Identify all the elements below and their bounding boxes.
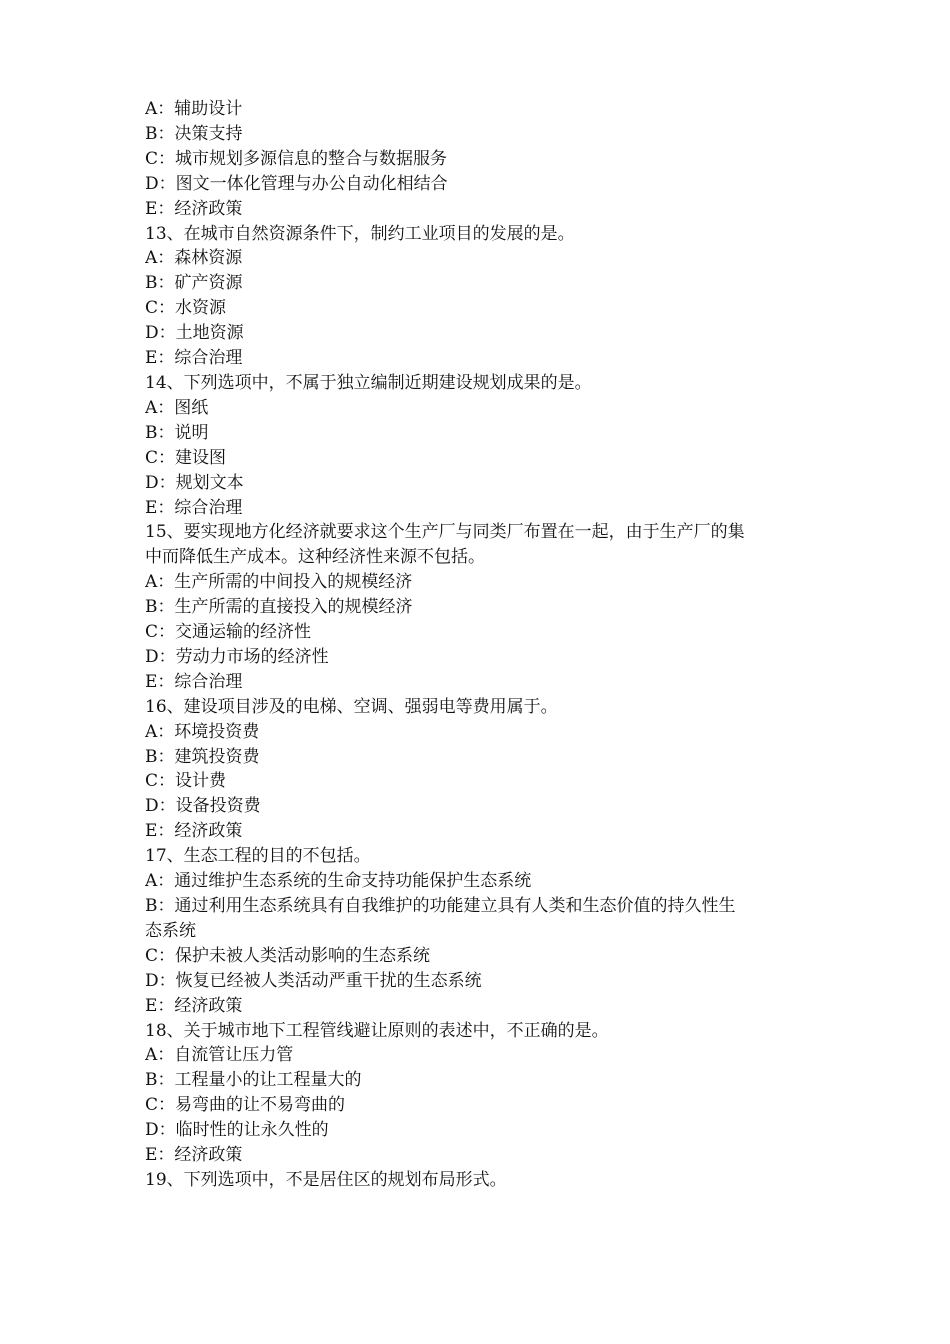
answer-option: E：综合治理 [145, 497, 243, 518]
answer-option: A：森林资源 [145, 248, 243, 269]
answer-option: C：城市规划多源信息的整合与数据服务 [145, 148, 448, 169]
answer-option: E：综合治理 [145, 671, 243, 692]
answer-option: E：综合治理 [145, 348, 243, 369]
answer-option: D：劳动力市场的经济性 [145, 646, 329, 667]
answer-option: C：易弯曲的让不易弯曲的 [145, 1095, 346, 1116]
answer-option: B：建筑投资费 [145, 746, 260, 767]
answer-option: A：环境投资费 [145, 721, 260, 742]
answer-option: A：辅助设计 [145, 99, 243, 119]
answer-option: D：恢复已经被人类活动严重干扰的生态系统 [145, 970, 482, 991]
answer-option: B：生产所需的直接投入的规模经济 [145, 597, 413, 618]
question-text: 13、在城市自然资源条件下，制约工业项目的发展的是。 [145, 223, 575, 244]
answer-option: C：设计费 [145, 771, 227, 792]
answer-option: D：图文一体化管理与办公自动化相结合 [145, 173, 448, 194]
answer-option: A：图纸 [145, 397, 209, 418]
answer-option: C：建设图 [145, 447, 227, 468]
answer-option: D：土地资源 [145, 323, 244, 344]
question-text: 15、要实现地方化经济就要求这个生产厂与同类厂布置在一起，由于生产厂的集 [145, 522, 745, 543]
answer-option: B：工程量小的让工程量大的 [145, 1070, 362, 1091]
answer-option: B：说明 [145, 422, 209, 443]
answer-option: A：通过维护生态系统的生命支持功能保护生态系统 [145, 871, 532, 892]
question-text: 17、生态工程的目的不包括。 [145, 846, 371, 867]
answer-option: E：经济政策 [145, 198, 243, 219]
question-text: 16、建设项目涉及的电梯、空调、强弱电等费用属于。 [145, 696, 558, 717]
answer-option: B：决策支持 [145, 123, 243, 144]
answer-option: D：设备投资费 [145, 796, 261, 817]
question-text: 14、下列选项中，不属于独立编制近期建设规划成果的是。 [145, 372, 592, 393]
question-text: 18、关于城市地下工程管线避让原则的表述中，不正确的是。 [145, 1020, 609, 1041]
answer-option: E：经济政策 [145, 821, 243, 842]
answer-option: C：水资源 [145, 298, 227, 319]
answer-option: D：临时性的让永久性的 [145, 1120, 329, 1141]
answer-option-continued: 态系统 [145, 920, 196, 941]
answer-option: C：保护未被人类活动影响的生态系统 [145, 945, 431, 966]
answer-option: A：自流管让压力管 [145, 1045, 294, 1066]
answer-option: E：经济政策 [145, 995, 243, 1016]
question-text: 19、下列选项中，不是居住区的规划布局形式。 [145, 1169, 507, 1190]
answer-option: C：交通运输的经济性 [145, 622, 312, 643]
document-page [145, 97, 817, 1193]
answer-option: A：生产所需的中间投入的规模经济 [145, 572, 413, 593]
answer-option: B：通过利用生态系统具有自我维护的功能建立具有人类和生态价值的持久性生 [145, 896, 736, 916]
answer-option: B：矿产资源 [145, 273, 243, 294]
answer-option: D：规划文本 [145, 472, 244, 493]
answer-option: E：经济政策 [145, 1145, 243, 1166]
question-text-continued: 中而降低生产成本。这种经济性来源不包括。 [145, 547, 485, 568]
